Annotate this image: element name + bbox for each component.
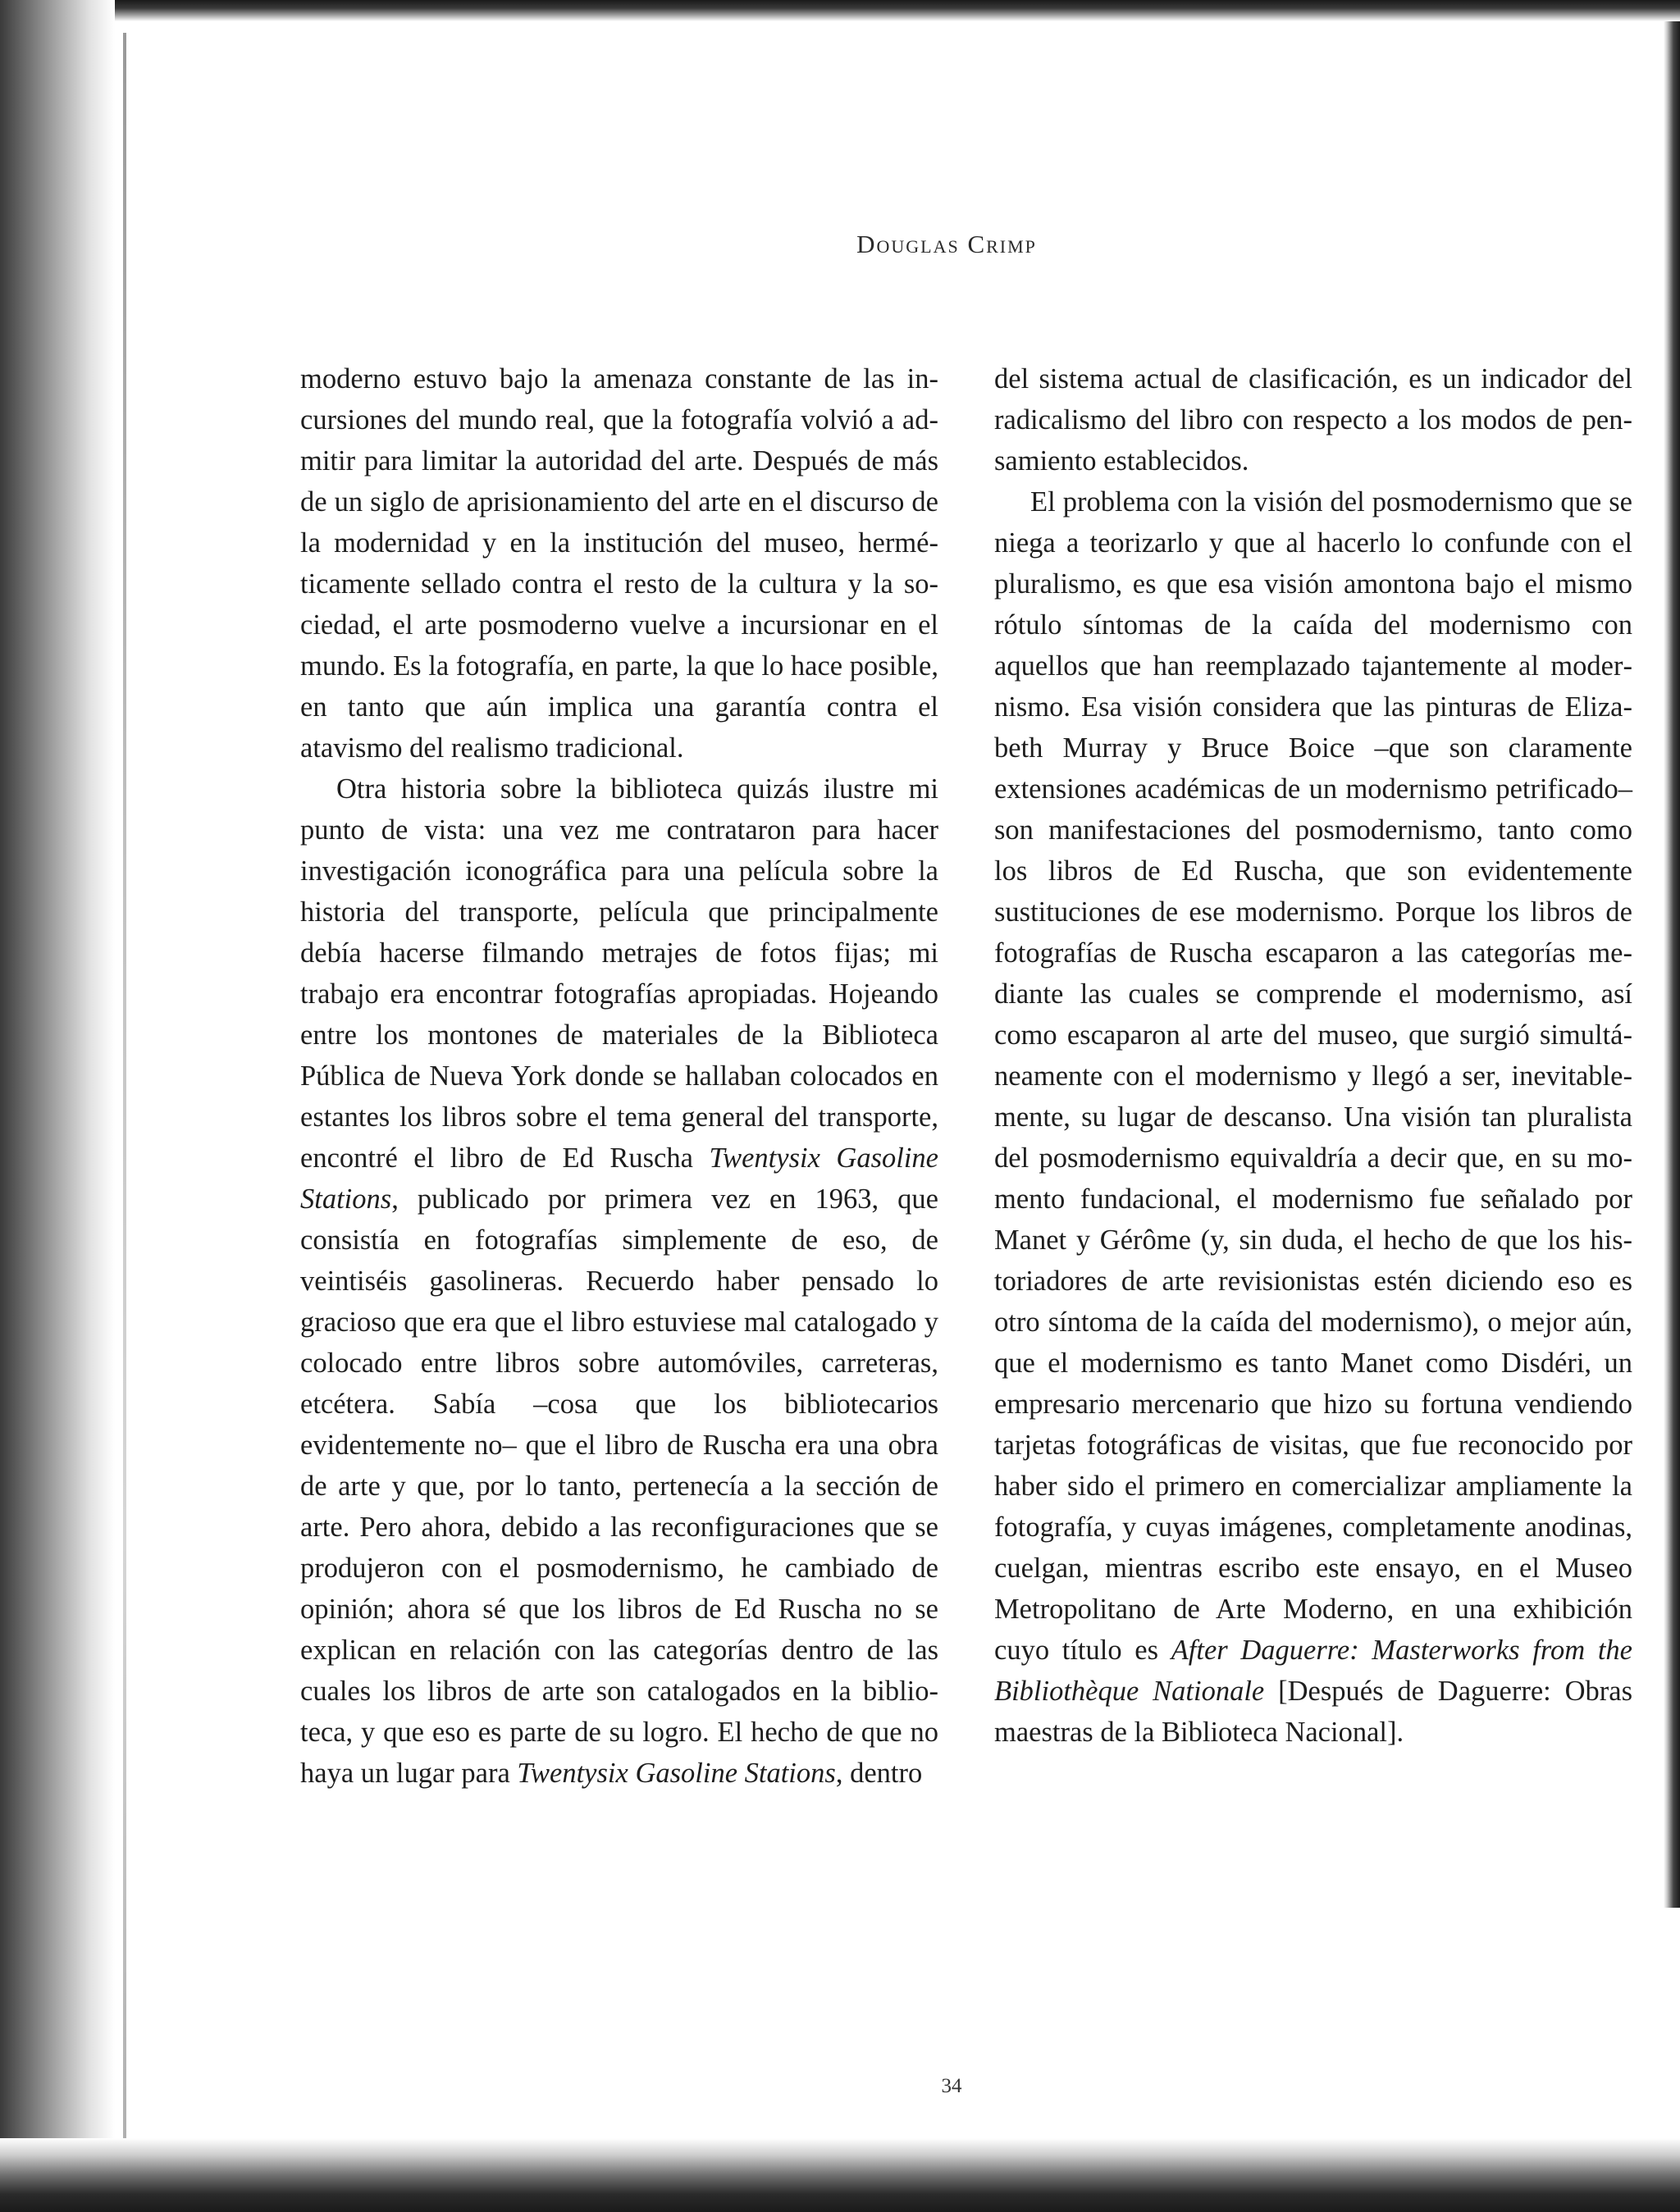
- left-column: [300, 358, 938, 1794]
- book-title: Twentysix Gasoline Stations: [517, 1758, 836, 1789]
- running-head: Douglas Crimp: [856, 230, 1037, 258]
- paragraph: moderno estuvo bajo la amenaza constante de las incursiones del mundo real, que la fotografía volvió a admitir para limitar la autoridad del arte. Después de más de un siglo de aprisionamiento del arte en el discurso de la modernidad y en la institución del museo, herméticamente sellado contra el resto de la cultura y la sociedad, el arte posmoderno vuelve a incursionar en el mundo. Es la fotografía, en parte, la que lo hace posible, en tanto que aún implica una garantía contra el atavismo del realismo tradicional.: [300, 363, 938, 764]
- right-column: [994, 358, 1632, 1753]
- page-number: 34: [941, 2075, 962, 2097]
- scan-left-edge: [0, 0, 115, 2212]
- paragraph: del sistema actual de clasificación, es un indicador del radicalismo del libro con respecto a los modos de pensamiento establecidos.: [994, 363, 1632, 477]
- paragraph: Otra historia sobre la biblioteca quizás ilustre mi punto de vista: una vez me contrataron para hacer investigación iconográfica para una película sobre la historia del transporte, película que principalmente debía hacerse filmando metrajes de fotos fijas; mi trabajo era encontrar fotografías apropiadas. Hojeando entre los montones de materiales de la Biblioteca Pública de Nueva York donde se hallaban colocados en estantes los libros sobre el tema general del transporte, encontré el libro de Ed Ruscha Twentysix Gasoline Stations, publicado por primera vez en 1963, que consistía en fotografías simplemente de eso, de veintiséis gasolineras. Recuerdo haber pensado lo gracioso que era que el libro estuviese mal catalogado y colocado entre libros sobre automóviles, carreteras, etcétera. Sabía –cosa que los bibliotecarios evidentemente no– que el libro de Ruscha era una obra de arte y que, por lo tanto, pertenecía a la sección de arte. Pero ahora, debido a las reconfiguraciones que se produjeron con el posmodernismo, he cambiado de opinión; ahora sé que los libros de Ed Ruscha no se explican en relación con las categorías dentro de las cuales los libros de arte son catalogados en la biblioteca, y que eso es parte de su logro. El hecho de que no haya un lugar para Twentysix Gasoline Stations, dentro: [300, 773, 938, 1789]
- scan-top-edge: [0, 0, 1680, 21]
- exhibition-title: After Daguerre: Masterworks from the Bibliothèque Nationale: [994, 1635, 1632, 1707]
- scan-bottom-edge: [0, 2138, 1680, 2212]
- paragraph: El problema con la visión del posmodernismo que se niega a teorizarlo y que al hacerlo lo confunde con el pluralismo, es que esa visión amontona bajo el mismo rótulo síntomas de la caída del modernismo con aquellos que han reemplazado tajantemente al modernismo. Esa visión considera que las pinturas de Elizabeth Murray y Bruce Boice –que son claramente extensiones académicas de un modernismo petrificado– son manifestaciones del posmodernismo, tanto como los libros de Ed Ruscha, que son evidentemente sustituciones de ese modernismo. Porque los libros de fotografías de Ruscha escaparon a las categorías mediante las cuales se comprende el modernismo, así como escaparon al arte del museo, que surgió simultáneamente con el modernismo y llegó a ser, inevitablemente, su lugar de descanso. Una visión tan pluralista del posmodernismo equivaldría a decir que, en su momento fundacional, el modernismo fue señalado por Manet y Gérôme (y, sin duda, el hecho de que los historiadores de arte revisionistas estén diciendo eso es otro síntoma de la caída del modernismo), o mejor aún, que el modernismo es tanto Manet como Disdéri, un empresario mercenario que hizo su fortuna vendiendo tarjetas fotográficas de visitas, que fue reconocido por haber sido el primero en comercializar ampliamente la fotografía, y cuyas imágenes, completamente anodinas, cuelgan, mientras escribo este ensayo, en el Museo Metropolitano de Arte Moderno, en una exhibición cuyo título es After Daguerre: Masterworks from the Bibliothèque Nationale [Después de Daguerre: Obras maestras de la Biblioteca Nacional].: [994, 486, 1632, 1748]
- scan-right-edge: [1664, 21, 1680, 1908]
- book-title: Twentysix Gasoline Stations: [300, 1142, 938, 1215]
- scan-left-line: [123, 33, 126, 2182]
